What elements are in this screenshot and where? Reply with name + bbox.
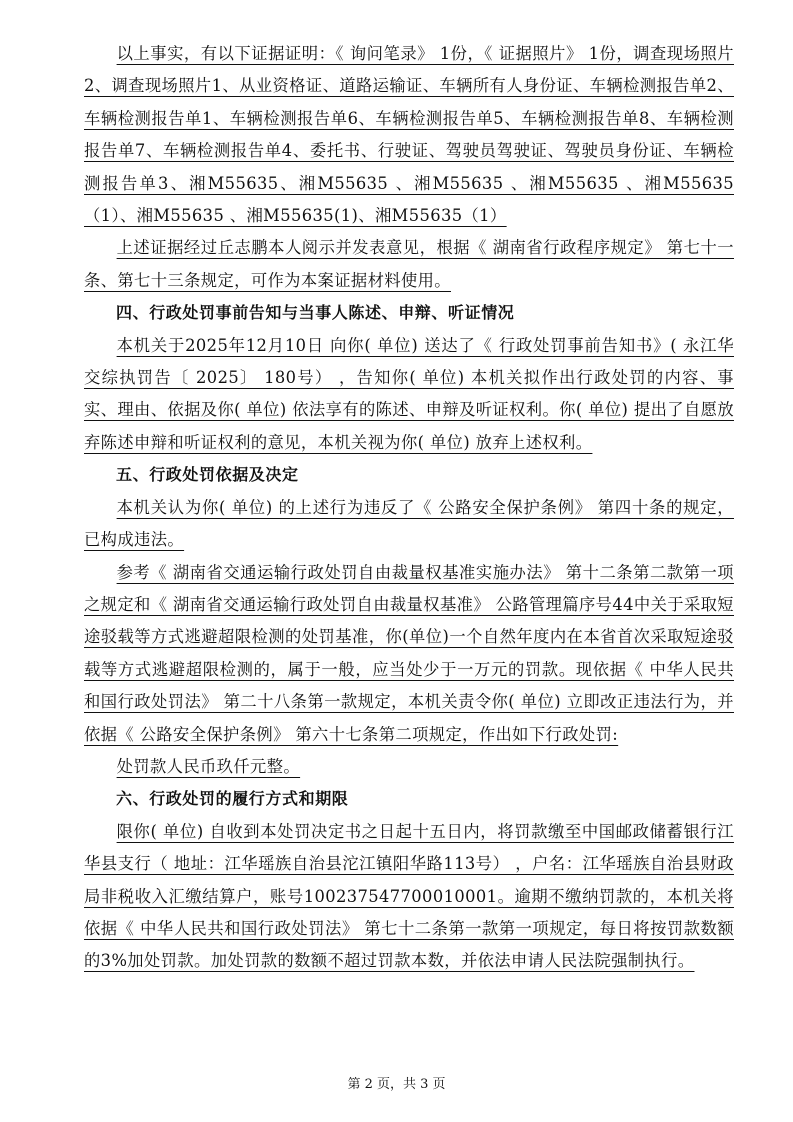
section-5-heading: 五、行政处罚依据及决定 — [116, 465, 299, 485]
section-4-heading: 四、行政处罚事前告知与当事人陈述、申辩、听证情况 — [116, 303, 515, 323]
document-body — [84, 38, 734, 978]
evidence-paragraph: 以上事实，有以下证据证明：《 询问笔录》 1份，《 证据照片》 1份，调查现场照片2、调查现场照片1、从业资格证、道路运输证、车辆所有人身份证、车辆检测报告单2、车辆检测报告单1、车辆检测报告单6、车辆检测报告单5、车辆检测报告单8、车辆检测报告单7、车辆检测报告单4、委托书、行驶证、驾驶员驾驶证、驾驶员身份证、车辆检测报告单3、湘M55635、湘M55635 、湘M55635 、湘M55635 、湘M55635（1）、湘M55635 、湘M55635(1)、湘M55635（1） — [84, 44, 734, 226]
payment-paragraph: 限你( 单位) 自收到本处罚决定书之日起十五日内，将罚款缴至中国邮政储蓄银行江华县支行（ 地址：江华瑶族自治县沱江镇阳华路113号） ，户名：江华瑶族自治县财政局非税收入汇缴结算户，账号100237547700010001。逾期不缴纳罚款的，本机关将依据《 中华人民共和国行政处罚法》 第七十二条第一款第一项规定，每日将按罚款数额的3%加处罚款。加处罚款的数额不超过罚款本数，并依法申请人民法院强制执行。 — [84, 821, 734, 971]
page-number-footer: 第 2 页，共 3 页 — [347, 1077, 446, 1092]
violation-paragraph: 本机关认为你( 单位) 的上述行为违反了《 公路安全保护条例》 第四十条的规定，已构成违法。 — [84, 497, 734, 550]
section-6-heading: 六、行政处罚的履行方式和期限 — [116, 789, 349, 809]
reference-paragraph: 参考《 湖南省交通运输行政处罚自由裁量权基准实施办法》 第十二条第二款第一项之规定和《 湖南省交通运输行政处罚自由裁量权基准》 公路管理篇序号44中关于采取短途驳载等方式逃避超限检测的处罚基准，你(单位)一个自然年度内在本省首次采取短途驳载等方式逃避超限检测的，属于一般，应当处少于一万元的罚款。现依据《 中华人民共和国行政处罚法》 第二十八条第一款规定，本机关责令你( 单位) 立即改正违法行为，并依据《 公路安全保护条例》 第六十七条第二项规定，作出如下行政处罚: — [84, 562, 734, 744]
notice-paragraph: 本机关于2025年12月10日 向你( 单位) 送达了《 行政处罚事前告知书》( 永江华交综执罚告〔 2025〕 180号） ，告知你( 单位) 本机关拟作出行政处罚的内容、事实、理由、依据及你( 单位) 依法享有的陈述、申辩及听证权利。你( 单位) 提出了自愿放弃陈述申辩和听证权利的意见，本机关视为你( 单位) 放弃上述权利。 — [84, 335, 734, 452]
evidence-review-paragraph: 上述证据经过丘志鹏本人阅示并发表意见，根据《 湖南省行政程序规定》 第七十一条、第七十三条规定，可作为本案证据材料使用。 — [84, 238, 734, 290]
penalty-paragraph: 处罚款人民币玖仟元整。 — [116, 756, 301, 776]
